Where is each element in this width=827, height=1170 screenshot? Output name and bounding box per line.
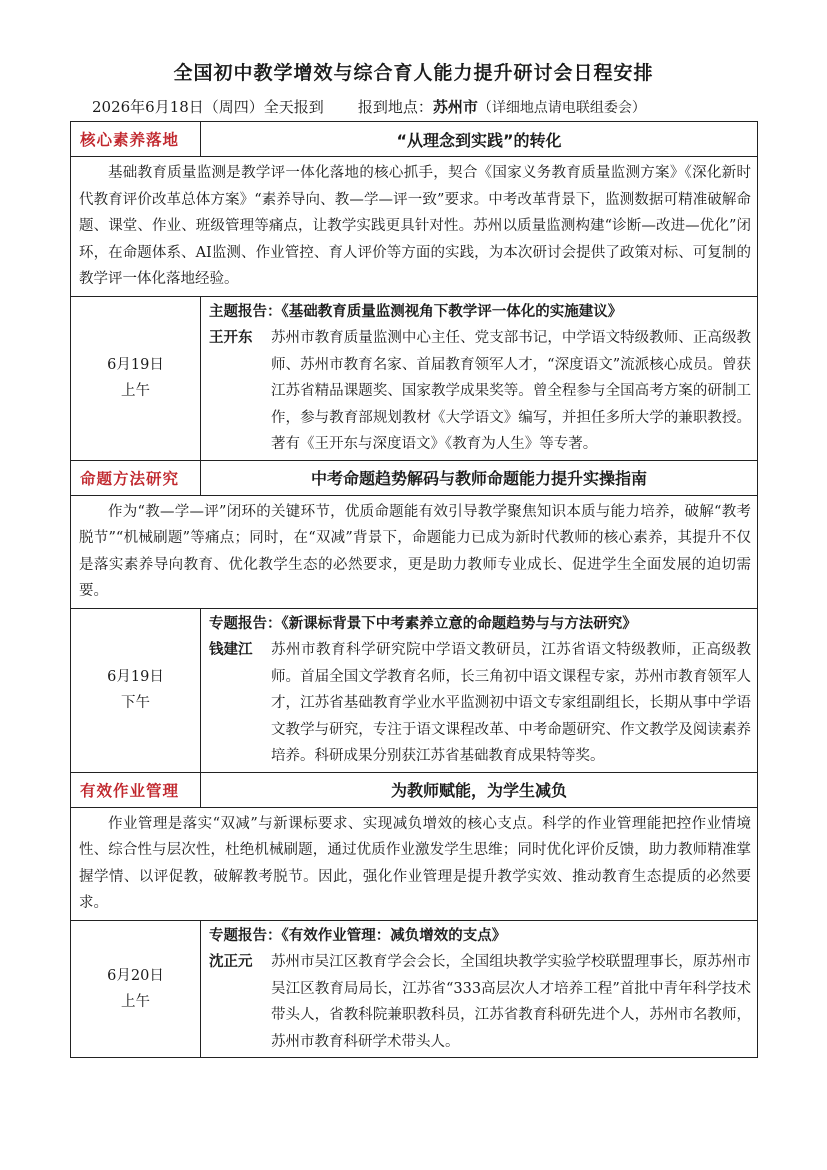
section-title: 中考命题趋势解码与教师命题能力提升实操指南 — [201, 460, 758, 495]
registration-date: 2026年6月18日（周四）全天报到 — [92, 98, 324, 116]
session-row — [71, 296, 758, 460]
session-detail — [201, 920, 758, 1058]
speaker-bio: 苏州市教育科学研究院中学语文教研员，江苏省语文特级教师，正高级教师。首届全国文学教育名师，长三角初中语文课程专家，苏州市教育领军人才，江苏省基础教育学业水平监测初中语文专家组副组长，长期从事中学语文教学与研究，专注于语文课程改革、中考命题研究、作文教学及阅读素养培养。科研成果分别获江苏省基础教育成果特等奖。 — [271, 642, 751, 764]
session-time — [71, 296, 201, 460]
speaker-block — [209, 325, 751, 458]
speaker-block — [209, 949, 751, 1055]
session-period: 上午 — [121, 383, 150, 399]
section-header-row — [71, 460, 758, 495]
session-time — [71, 920, 201, 1058]
speaker-name: 钱建江 — [209, 642, 253, 658]
session-period: 上午 — [121, 993, 150, 1010]
speaker-name: 王开东 — [209, 330, 253, 346]
location-note: （详细地点请电联组委会） — [477, 100, 646, 116]
session-time — [71, 608, 201, 772]
session-date: 6月20日 — [107, 967, 164, 984]
section-header-row — [71, 122, 758, 157]
speaker-block — [209, 637, 751, 770]
registration-line — [92, 96, 646, 117]
report-title: 主题报告：《基础教育质量监测视角下教学评一体化的实施建议》 — [209, 303, 623, 320]
section-intro-row — [71, 807, 758, 920]
section-label: 核心素养落地 — [71, 122, 201, 157]
location-city: 苏州市 — [432, 98, 478, 116]
section-intro: 作为“教—学—评”闭环的关键环节，优质命题能有效引导教学聚焦知识本质与能力培养，破解“教考脱节”“机械刷题”等痛点；同时，在“双减”背景下，命题能力已成为新时代教师的核心素养，其提升不仅是落实素养导向教育、优化教学生态的必然要求，更是助力教师专业成长、促进学生全面发展的迫切需要。 — [71, 495, 758, 608]
session-row — [71, 920, 758, 1058]
section-title: “从理念到实践”的转化 — [201, 122, 758, 157]
session-detail — [201, 296, 758, 460]
session-date: 6月19日 — [107, 357, 164, 373]
speaker-bio: 苏州市吴江区教育学会会长，全国组块教学实验学校联盟理事长，原苏州市吴江区教育局局长，江苏省“333高层次人才培养工程”首批中青年科学技术带头人，省教科院兼职教科员，江苏省教育科研先进个人，苏州市名教师，苏州市教育科研学术带头人。 — [271, 954, 751, 1050]
speaker-name: 沈正元 — [209, 954, 253, 970]
speaker-bio: 苏州市教育质量监测中心主任、党支部书记，中学语文特级教师、正高级教师、苏州市教育名家、首届教育领军人才，“深度语文”流派核心成员。曾获江苏省精品课题奖、国家教学成果奖等。曾全程参与全国高考方案的研制工作，参与教育部规划教材《大学语文》编写，并担任多所大学的兼职教授。著有《王开东与深度语文》《教育为人生》等专著。 — [271, 330, 751, 452]
session-date: 6月19日 — [107, 669, 164, 685]
location-label: 报到地点： — [357, 98, 433, 116]
section-label: 命题方法研究 — [71, 460, 201, 495]
section-title: 为教师赋能，为学生减负 — [201, 772, 758, 807]
section-intro: 作业管理是落实“双减”与新课标要求、实现减负增效的核心支点。科学的作业管理能把控作业情境性、综合性与层次性，杜绝机械刷题，通过优质作业激发学生思维；同时优化评价反馈，助力教师精准掌握学情、以评促教，破解教考脱节。因此，强化作业管理是提升教学实效、推动教育生态提质的必然要求。 — [71, 807, 758, 920]
report-title: 专题报告：《有效作业管理：减负增效的支点》 — [209, 927, 507, 944]
section-header-row — [71, 772, 758, 807]
section-label: 有效作业管理 — [71, 772, 201, 807]
schedule-table — [70, 121, 758, 1058]
report-title: 专题报告：《新课标背景下中考素养立意的命题趋势与与方法研究》 — [209, 615, 637, 632]
session-detail — [201, 608, 758, 772]
section-intro-row — [71, 157, 758, 297]
page-title: 全国初中教学增效与综合育人能力提升研讨会日程安排 — [173, 62, 654, 84]
section-intro: 基础教育质量监测是教学评一体化落地的核心抓手，契合《国家义务教育质量监测方案》《深化新时代教育评价改革总体方案》“素养导向、教—学—评一致”要求。中考改革背景下，监测数据可精准破解命题、课堂、作业、班级管理等痛点，让教学实践更具针对性。苏州以质量监测构建“诊断—改进—优化”闭环，在命题体系、AI监测、作业管控、育人评价等方面的实践，为本次研讨会提供了政策对标、可复制的教学评一体化落地经验。 — [71, 157, 758, 297]
session-row — [71, 608, 758, 772]
section-intro-row — [71, 495, 758, 608]
session-period: 下午 — [121, 695, 150, 711]
